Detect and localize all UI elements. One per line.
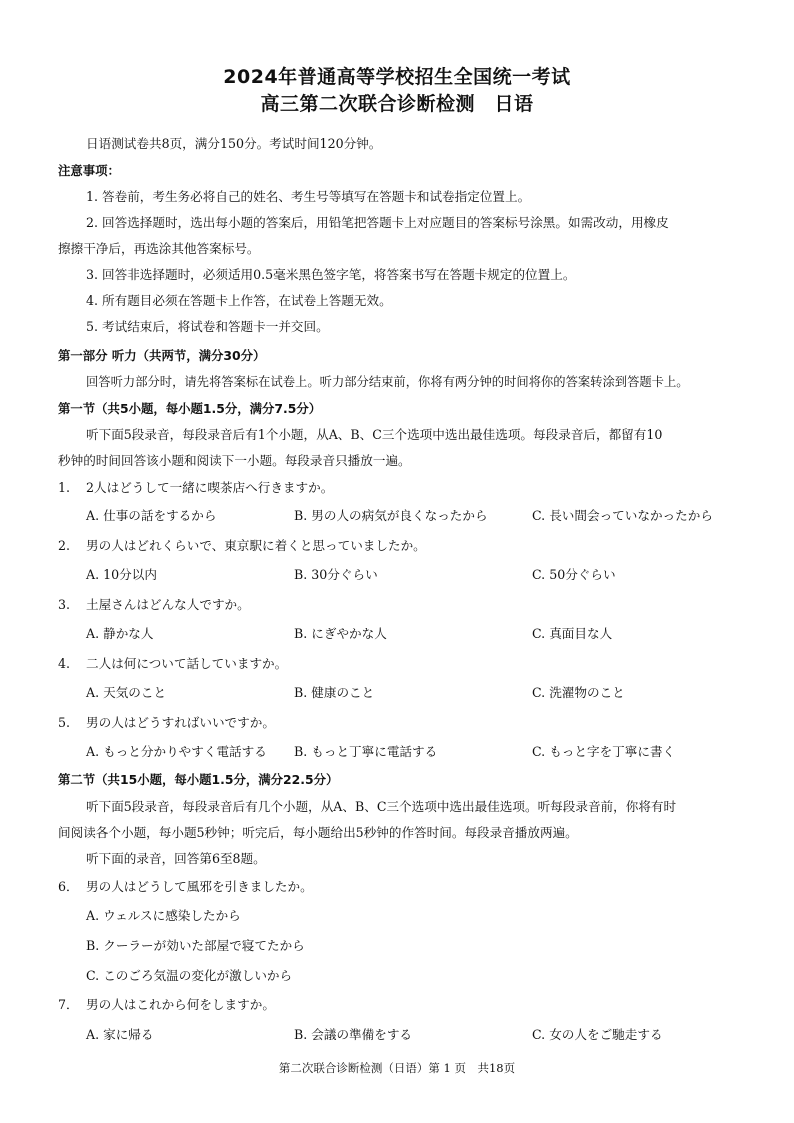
exam-title: 2024年普通高等学校招生全国统一考试: [223, 66, 571, 88]
question-number: 5.: [58, 715, 71, 730]
note-item-1: 1. 答卷前，考生务必将自己的姓名、考生号等填写在答题卡和试卷指定位置上。: [86, 189, 531, 204]
option-a: A. もっと分かりやすく電話する: [86, 744, 267, 759]
option-c: C. 50分ぐらい: [532, 567, 616, 582]
question-text: 2人はどうして一緒に喫茶店へ行きますか。: [86, 480, 334, 495]
option-c: C. 長い間会っていなかったから: [532, 508, 713, 523]
option-a: A. ウェルスに感染したから: [86, 908, 241, 923]
question-number: 3.: [58, 597, 71, 612]
option-b: B. にぎやかな人: [294, 626, 387, 641]
listen-note: 听下面的录音，回答第6至8题。: [86, 851, 266, 866]
option-a: A. 天気のこと: [86, 685, 167, 700]
question-number: 6．: [58, 879, 79, 894]
note-item-3: 3. 回答非选择题时，必须适用0.5毫米黑色签字笔，将答案书写在答题卡规定的位置上。: [86, 267, 576, 282]
part1-instruction: 回答听力部分时，请先将答案标在试卷上。听力部分结束前，你将有两分钟的时间将你的答案转涂到答题卡上。: [86, 375, 689, 389]
question-text: 土屋さんはどんな人ですか。: [86, 597, 250, 612]
option-b: B. もっと丁寧に電話する: [294, 744, 438, 759]
exam-subtitle: 高三第二次联合诊断检测 日语: [260, 93, 534, 115]
note-item-5: 5. 考试结束后，将试卷和答题卡一并交回。: [86, 319, 329, 334]
part1-heading: 第一部分 听力（共两节，满分30分）: [58, 348, 266, 363]
section1-instruction-1: 听下面5段录音，每段录音后有1个小题，从A、B、C三个选项中选出最佳选项。每段录音后，都留有10: [86, 427, 663, 442]
section1-instruction-2: 秒钟的时间回答该小题和阅读下一小题。每段录音只播放一遍。: [58, 453, 411, 468]
option-b: B. 健康のこと: [294, 685, 375, 700]
note-item-4: 4. 所有题目必须在答题卡上作答，在试卷上答题无效。: [86, 293, 392, 308]
question-text: 男の人はどれくらいで、東京駅に着くと思っていましたか。: [86, 538, 426, 553]
option-a: A. 仕事の話をするから: [86, 508, 217, 523]
notes-heading: 注意事项：: [58, 163, 120, 178]
intro-text: 日语测试卷共8页，满分150分。考试时间120分钟。: [86, 136, 382, 151]
option-b: B. 30分ぐらい: [294, 567, 378, 582]
question-number: 2.: [58, 538, 71, 553]
option-c: C. このごろ気温の変化が激しいから: [86, 968, 293, 983]
page-footer: 第二次联合诊断检测（日语）第 1 页 共18页: [278, 1061, 516, 1075]
option-c: C. 洗濯物のこと: [532, 685, 625, 700]
question-text: 男の人はどうすればいいですか。: [86, 715, 275, 730]
note-item-2-cont: 擦擦干净后，再选涂其他答案标号。: [58, 241, 260, 256]
question-number: 4.: [58, 656, 71, 671]
option-b: B. クーラーが効いた部屋で寝てたから: [86, 938, 305, 953]
question-number: 7．: [58, 997, 79, 1012]
option-c: C. もっと字を丁寧に書く: [532, 744, 676, 759]
section2-heading: 第二节（共15小题，每小题1.5分，满分22.5分）: [58, 772, 339, 787]
option-c: C. 女の人をご馳走する: [532, 1027, 663, 1042]
section1-heading: 第一节（共5小题，每小题1.5分，满分7.5分）: [58, 401, 322, 416]
option-c: C. 真面目な人: [532, 626, 613, 641]
option-a: A. 静かな人: [86, 626, 154, 641]
question-number: 1.: [58, 480, 71, 495]
question-text: 二人は何について話していますか。: [86, 656, 288, 671]
note-item-2: 2. 回答选择题时，选出每小题的答案后，用铅笔把答题卡上对应题目的答案标号涂黑。如需改动，用橡皮: [86, 215, 669, 230]
section2-instruction-2: 间阅读各个小题，每小题5秒钟；听完后，每小题给出5秒钟的作答时间。每段录音播放两遍。: [58, 825, 578, 840]
section2-instruction-1: 听下面5段录音，每段录音后有几个小题，从A、B、C三个选项中选出最佳选项。听每段录音前，你将有时: [86, 799, 677, 814]
question-text: 男の人はどうして風邪を引きましたか。: [86, 879, 313, 894]
question-text: 男の人はこれから何をしますか。: [86, 997, 275, 1012]
option-a: A. 10分以内: [86, 567, 157, 582]
option-b: B. 会議の準備をする: [294, 1027, 413, 1042]
option-a: A. 家に帰る: [86, 1027, 154, 1042]
option-b: B. 男の人の病気が良くなったから: [294, 508, 488, 523]
